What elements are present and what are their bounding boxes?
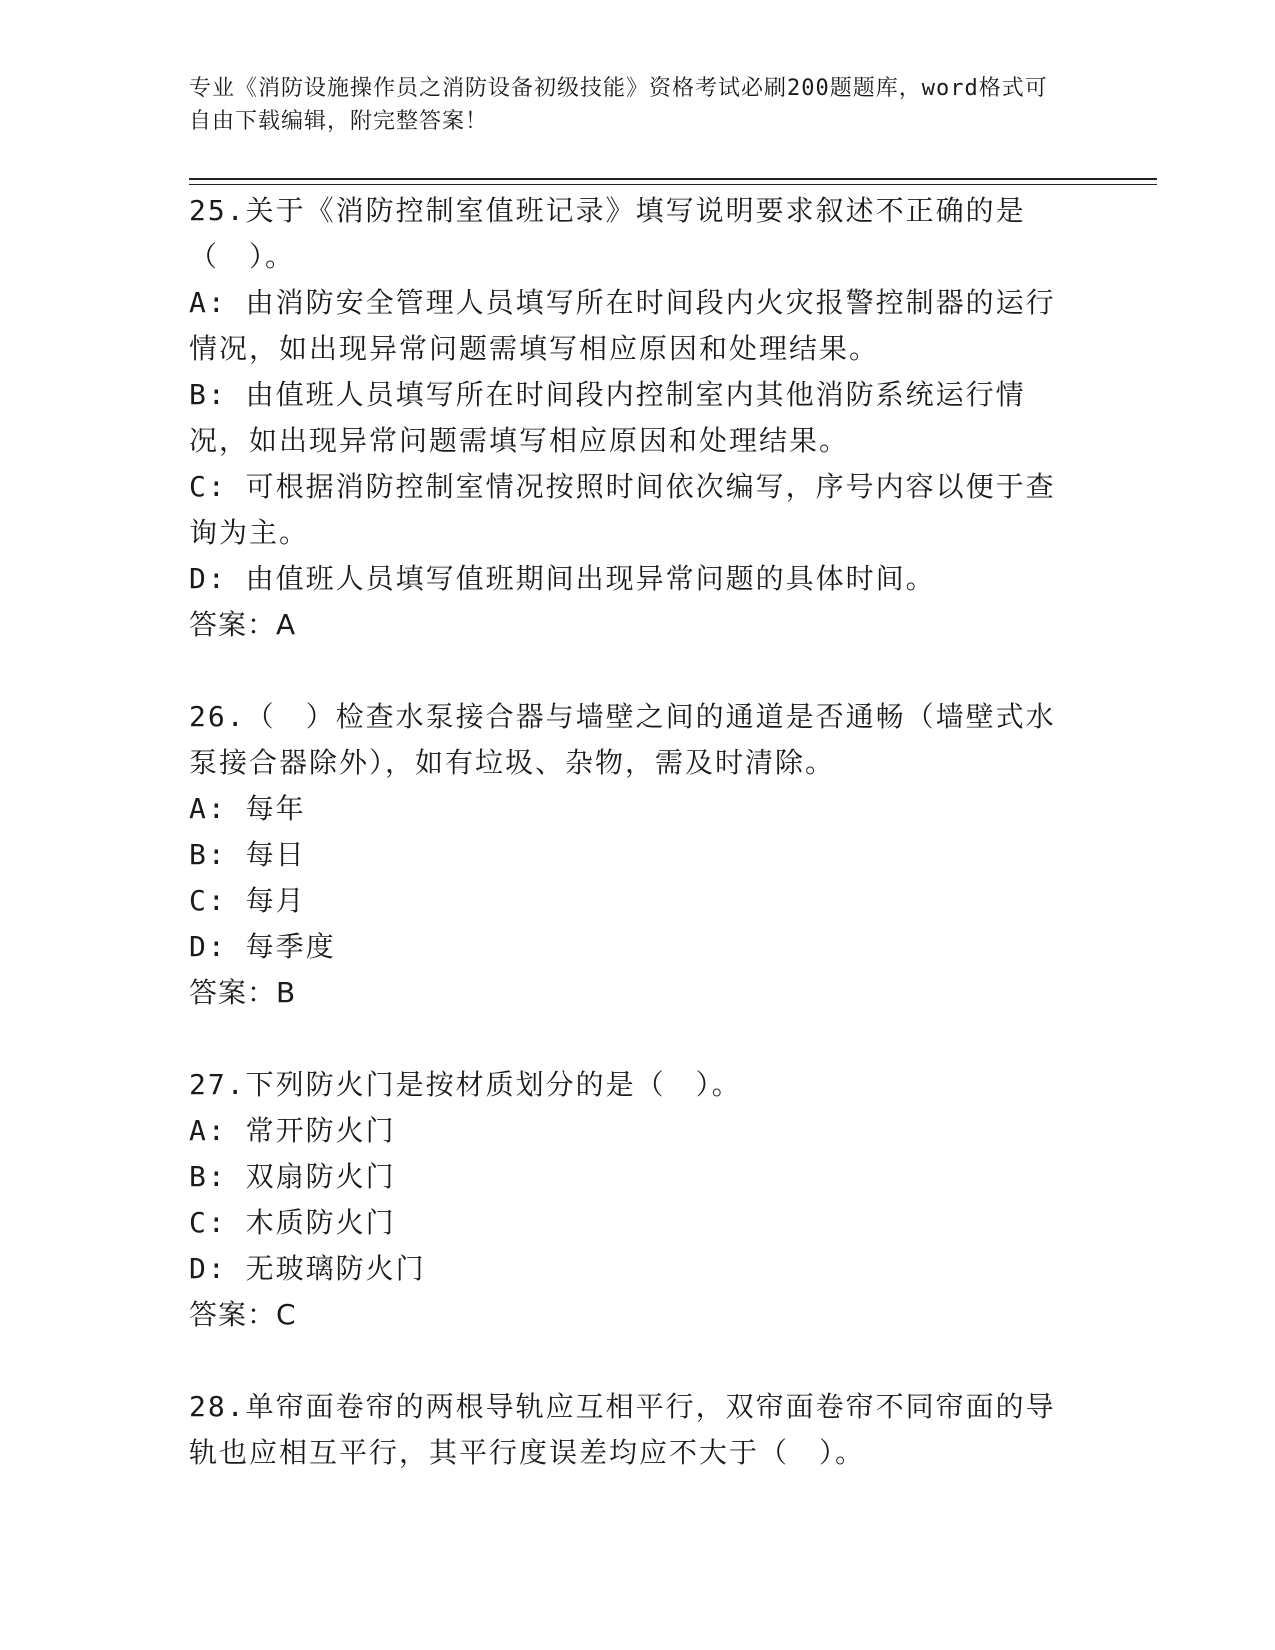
document-header: 专业《消防设施操作员之消防设备初级技能》资格考试必刷200题题库，word格式可自由下载编辑，附完整答案！ [189,76,1048,134]
question-list [189,188,1079,1476]
option-a: A: 由消防安全管理人员填写所在时间段内火灾报警控制器的运行情况，如出现异常问题需填写相应原因和处理结果。 [189,286,1056,365]
option-a: A: 常开防火门 [189,1114,396,1147]
question-item [189,1062,1079,1338]
question-stem: 26.（ ）检查水泵接合器与墙壁之间的通道是否通畅（墙壁式水泵接合器除外），如有垃圾、杂物，需及时清除。 [189,700,1056,779]
option-d: D: 由值班人员填写值班期间出现异常问题的具体时间。 [189,562,936,595]
option-c: C: 木质防火门 [189,1206,396,1239]
option-c: C: 可根据消防控制室情况按照时间依次编写，序号内容以便于查询为主。 [189,470,1056,549]
header-divider-thick [189,178,1157,180]
option-b: B: 双扇防火门 [189,1160,396,1193]
question-item [189,1384,1079,1476]
option-c: C: 每月 [189,884,306,917]
option-b: B: 每日 [189,838,306,871]
question-stem: 28.单帘面卷帘的两根导轨应互相平行，双帘面卷帘不同帘面的导轨也应相互平行，其平行度误差均应不大于（ ）。 [189,1390,1056,1469]
question-stem: 25.关于《消防控制室值班记录》填写说明要求叙述不正确的是（ ）。 [189,194,1026,273]
answer-line: 答案：C [189,1298,297,1331]
option-d: D: 无玻璃防火门 [189,1252,426,1285]
option-b: B: 由值班人员填写所在时间段内控制室内其他消防系统运行情况，如出现异常问题需填写相应原因和处理结果。 [189,378,1026,457]
question-stem: 27.下列防火门是按材质划分的是（ ）。 [189,1068,742,1101]
question-item [189,188,1079,648]
question-item [189,694,1079,1016]
option-d: D: 每季度 [189,930,336,963]
header-divider-thin [189,184,1157,185]
answer-line: 答案：A [189,608,297,641]
answer-line: 答案：B [189,976,297,1009]
option-a: A: 每年 [189,792,306,825]
